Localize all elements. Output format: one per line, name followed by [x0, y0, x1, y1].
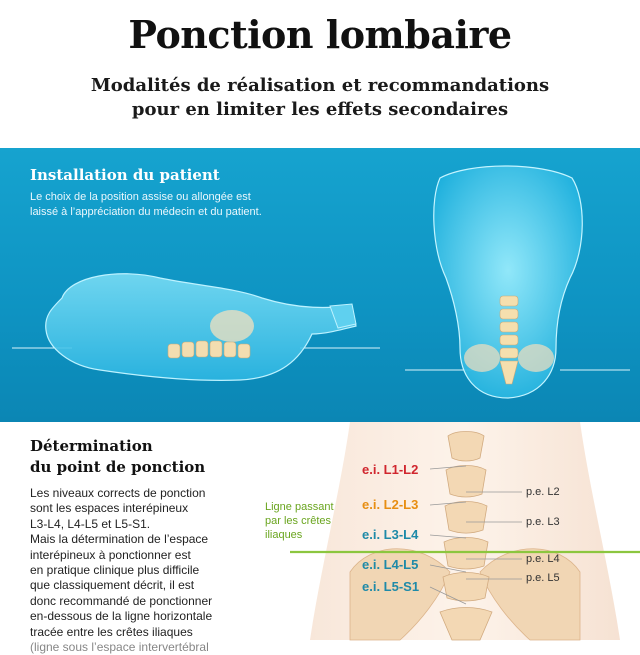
- page-subtitle: [0, 74, 640, 122]
- label-ei-l2-l3: e.i. L2-L3: [362, 497, 419, 512]
- label-pe-l4: p.e. L4: [526, 553, 560, 565]
- iliac-line-note-line-1: Ligne passant: [265, 501, 334, 513]
- installation-title: Installation du patient: [30, 166, 220, 184]
- installation-text: [30, 190, 310, 220]
- determination-text: [30, 486, 270, 655]
- vertebra-l3: [445, 502, 487, 534]
- determination-line: en-dessous de la ligne horizontale: [30, 609, 213, 624]
- page-title: Ponction lombaire: [128, 12, 512, 57]
- determination-line: tracée entre les crêtes iliaques: [30, 624, 193, 639]
- subtitle-line-2: pour en limiter les effets secondaires: [131, 99, 509, 120]
- label-pe-l3: p.e. L3: [526, 516, 560, 528]
- determination-line: en pratique clinique plus difficile: [30, 563, 200, 578]
- lying-pelvis: [210, 310, 254, 342]
- determination-line: que classiquement décrit, il est: [30, 578, 195, 593]
- determination-title: [30, 436, 205, 478]
- iliac-line-note-line-2: par les crêtes: [265, 515, 332, 527]
- label-pe-l2: p.e. L2: [526, 486, 560, 498]
- seated-patient-figure: [405, 166, 630, 398]
- determination-title-line-2: du point de ponction: [30, 458, 206, 476]
- installation-text-line-2: laissé à l’appréciation du médecin et du patient.: [30, 206, 262, 218]
- determination-title-line-1: Détermination: [30, 437, 153, 455]
- determination-line: (ligne sous l’espace intervertébral: [30, 640, 209, 655]
- seated-iliac-right: [518, 344, 554, 372]
- vertebra-l4: [444, 538, 488, 570]
- lying-patient-figure: [12, 274, 380, 381]
- vertebra-l1: [448, 432, 484, 462]
- determination-line: Les niveaux corrects de ponction: [30, 486, 206, 500]
- label-ei-l3-l4: e.i. L3-L4: [362, 527, 419, 542]
- determination-line: L3-L4, L4-L5 et L5-S1.: [30, 516, 151, 531]
- determination-line: sont les espaces interépineux: [30, 501, 189, 516]
- label-pe-l5: p.e. L5: [526, 572, 560, 584]
- label-ei-l4-l5: e.i. L4-L5: [362, 557, 419, 572]
- label-ei-l5-s1: e.i. L5-S1: [362, 579, 420, 594]
- label-ei-l1-l2: e.i. L1-L2: [362, 462, 419, 477]
- lying-body-shape: [46, 274, 356, 381]
- determination-line: interépineux à ponctionner est: [30, 547, 191, 562]
- determination-line: donc recommandé de ponctionner: [30, 593, 213, 608]
- subtitle-line-1: Modalités de réalisation et recommandations: [90, 75, 550, 96]
- seated-iliac-left: [464, 344, 500, 372]
- seated-spine: [500, 296, 518, 384]
- installation-text-line-1: Le choix de la position assise ou allongée est: [30, 191, 251, 203]
- iliac-line-note: [265, 500, 375, 542]
- iliac-line-note-line-3: iliaques: [265, 529, 303, 541]
- determination-line: Mais la détermination de l’espace: [30, 532, 209, 547]
